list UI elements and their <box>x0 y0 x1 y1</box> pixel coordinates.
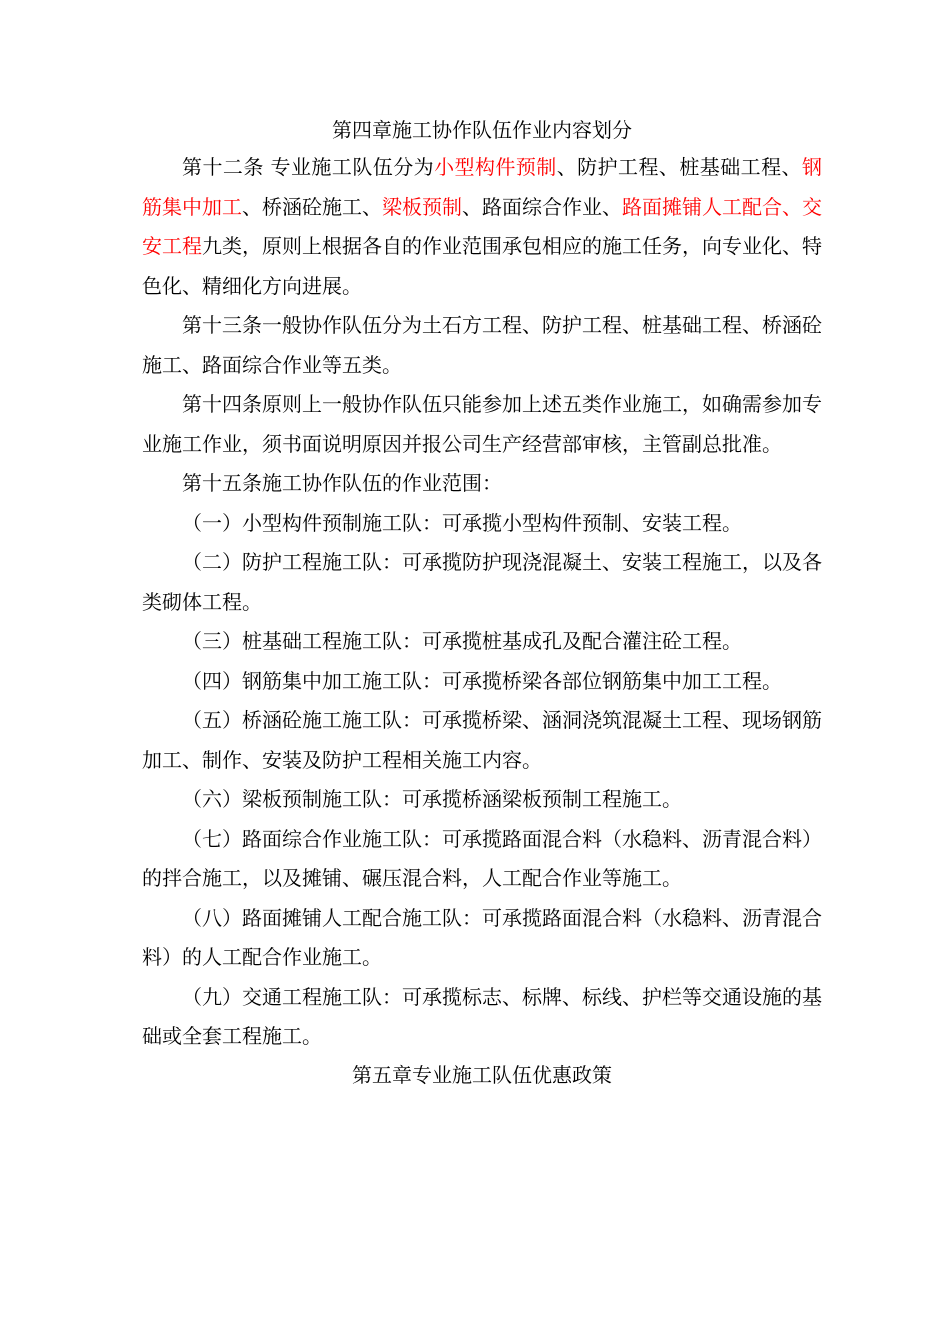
highlight-small-components: 小型构件预制 <box>434 155 557 179</box>
scope-item: （九）交通工程施工队：可承揽标志、标牌、标线、护栏等交通设施的基础或全套工程施工。 <box>142 984 822 1048</box>
highlight-beam-prefab: 梁板预制 <box>382 194 462 219</box>
article-12-text-1: 第十二条 专业施工队伍分为 <box>182 155 435 179</box>
scope-item: （三）桩基础工程施工队：可承揽桩基成孔及配合灌注砼工程。 <box>182 629 742 653</box>
scope-item: （六）梁板预制施工队：可承揽桥涵梁板预制工程施工。 <box>182 787 682 811</box>
article-12-text-5: 九类，原则上根据各自的作业范围承包相应的施工任务，向专业化、特色化、精细化方向进展。 <box>142 234 822 298</box>
article-12-text-3: 、桥涵砼施工、 <box>242 194 382 219</box>
document-page <box>142 112 822 1093</box>
article-12-text-4: 、路面综合作业、 <box>462 194 622 219</box>
scope-item: （五）桥涵砼施工施工队：可承揽桥梁、涵洞浇筑混凝土工程、现场钢筋加工、制作、安装及防护工程相关施工内容。 <box>142 708 822 772</box>
chapter-5-title: 第五章专业施工队伍优惠政策 <box>352 1062 612 1087</box>
highlight-rebar-processing: 钢筋集中加工 <box>142 155 822 219</box>
highlight-paving-traffic: 路面摊铺人工配合、交安工程 <box>142 194 822 258</box>
scope-item: （一）小型构件预制施工队：可承揽小型构件预制、安装工程。 <box>182 510 742 535</box>
chapter-4-title: 第四章施工协作队伍作业内容划分 <box>332 118 632 142</box>
scope-item: （八）路面摊铺人工配合施工队：可承揽路面混合料（水稳料、沥青混合料）的人工配合作业施工。 <box>142 905 822 969</box>
scope-item: （七）路面综合作业施工队：可承揽路面混合料（水稳料、沥青混合料）的拌合施工，以及摊铺、碾压混合料，人工配合作业等施工。 <box>142 826 822 890</box>
article-12 <box>142 148 822 306</box>
article-15: 第十五条施工协作队伍的作业范围： <box>182 471 502 495</box>
article-13: 第十三条一般协作队伍分为土石方工程、防护工程、桩基础工程、桥涵砼施工、路面综合作业等五类。 <box>142 313 822 377</box>
article-14: 第十四条原则上一般协作队伍只能参加上述五类作业施工，如确需参加专业施工作业，须书面说明原因并报公司生产经营部审核，主管副总批准。 <box>142 392 822 456</box>
article-12-text-2: 、防护工程、桩基础工程、 <box>556 155 802 179</box>
scope-item: （四）钢筋集中加工施工队：可承揽桥梁各部位钢筋集中加工工程。 <box>182 668 782 693</box>
scope-item: （二）防护工程施工队：可承揽防护现浇混凝土、安装工程施工，以及各类砌体工程。 <box>142 550 822 614</box>
